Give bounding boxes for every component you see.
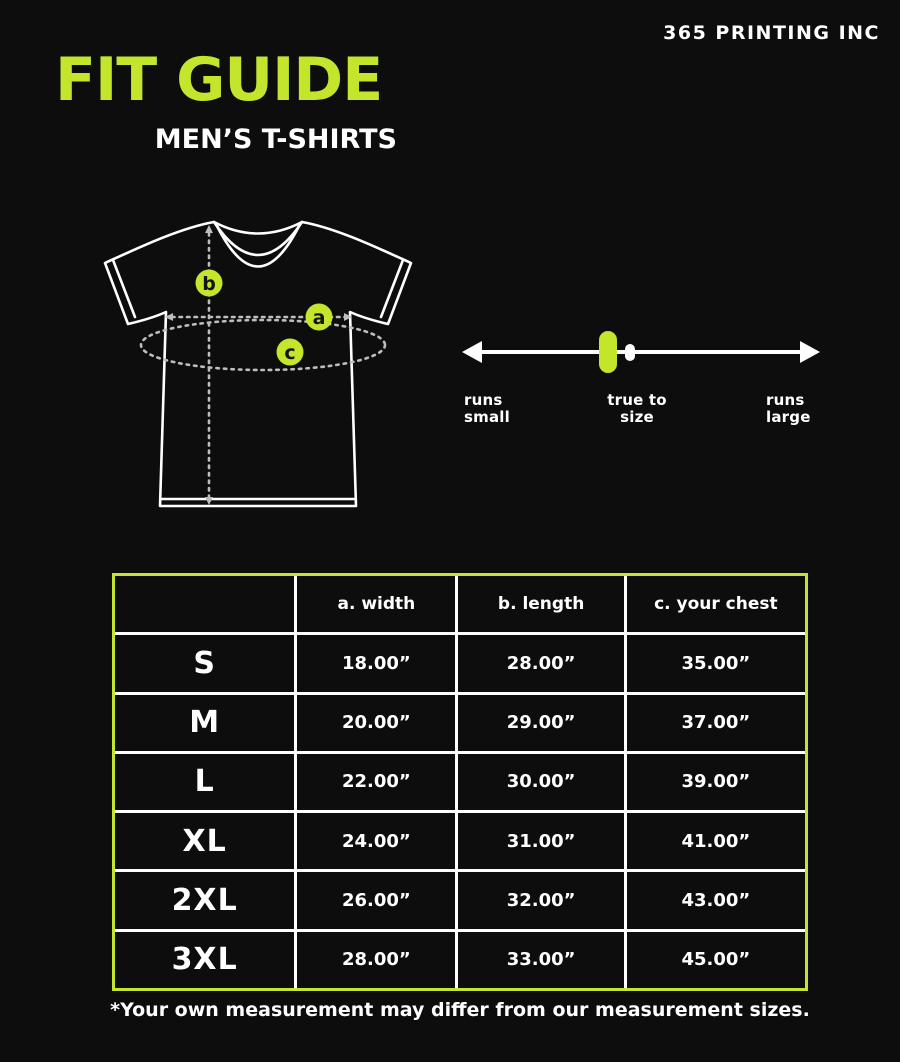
chest-cell: 37.00”: [627, 695, 805, 751]
point-a-badge: [306, 304, 333, 331]
point-b-label: b: [202, 273, 216, 295]
chest-cell: 45.00”: [627, 932, 805, 988]
label-line: true to: [607, 391, 667, 409]
size-cell: L: [115, 754, 294, 810]
point-c-badge: [277, 339, 304, 366]
chest-cell: 43.00”: [627, 872, 805, 928]
fit-scale-label-true-to-size: [596, 392, 678, 425]
fit-scale-arrow: [462, 341, 820, 363]
label-line: runs: [766, 391, 805, 409]
label-line: small: [464, 407, 510, 426]
width-cell: 18.00”: [297, 635, 455, 691]
brand-name: 365 PRINTING INC: [663, 22, 880, 44]
fit-scale-tick: [625, 344, 635, 361]
width-cell: 24.00”: [297, 813, 455, 869]
measure-lines: [141, 233, 385, 498]
width-cell: 22.00”: [297, 754, 455, 810]
fit-scale-label-runs-small: [464, 392, 510, 425]
arrow-left-icon: [462, 341, 482, 363]
size-cell: 3XL: [115, 932, 294, 988]
chest-cell: 35.00”: [627, 635, 805, 691]
length-cell: 32.00”: [458, 872, 623, 928]
column-header-chest: c. your chest: [627, 576, 805, 632]
width-cell: 28.00”: [297, 932, 455, 988]
width-cell: 20.00”: [297, 695, 455, 751]
length-cell: 28.00”: [458, 635, 623, 691]
column-header-width: a. width: [297, 576, 455, 632]
size-cell: M: [115, 695, 294, 751]
table-corner-cell: [115, 576, 294, 632]
fit-scale: [450, 320, 830, 382]
size-cell: S: [115, 635, 294, 691]
point-c-label: c: [284, 342, 296, 364]
size-cell: 2XL: [115, 872, 294, 928]
label-line: size: [620, 407, 654, 426]
tshirt-outline: [105, 222, 411, 506]
length-cell: 33.00”: [458, 932, 623, 988]
label-line: runs: [464, 391, 503, 409]
column-header-length: b. length: [458, 576, 623, 632]
fit-scale-label-runs-large: [766, 392, 811, 425]
size-table: [112, 573, 808, 991]
point-a-label: a: [312, 307, 326, 329]
tshirt-diagram: [85, 195, 433, 525]
chest-cell: 39.00”: [627, 754, 805, 810]
chest-cell: 41.00”: [627, 813, 805, 869]
length-cell: 31.00”: [458, 813, 623, 869]
page-title: FIT GUIDE: [55, 45, 383, 115]
arrow-right-icon: [800, 341, 820, 363]
chest-measure-ellipse: [141, 320, 385, 370]
point-b-badge: [196, 270, 223, 297]
length-cell: 29.00”: [458, 695, 623, 751]
footnote: *Your own measurement may differ from our measurement sizes.: [110, 999, 810, 1021]
size-cell: XL: [115, 813, 294, 869]
fit-scale-indicator: [599, 331, 617, 373]
width-cell: 26.00”: [297, 872, 455, 928]
length-cell: 30.00”: [458, 754, 623, 810]
page-subtitle: MEN’S T-SHIRTS: [154, 124, 397, 155]
label-line: large: [766, 407, 811, 426]
